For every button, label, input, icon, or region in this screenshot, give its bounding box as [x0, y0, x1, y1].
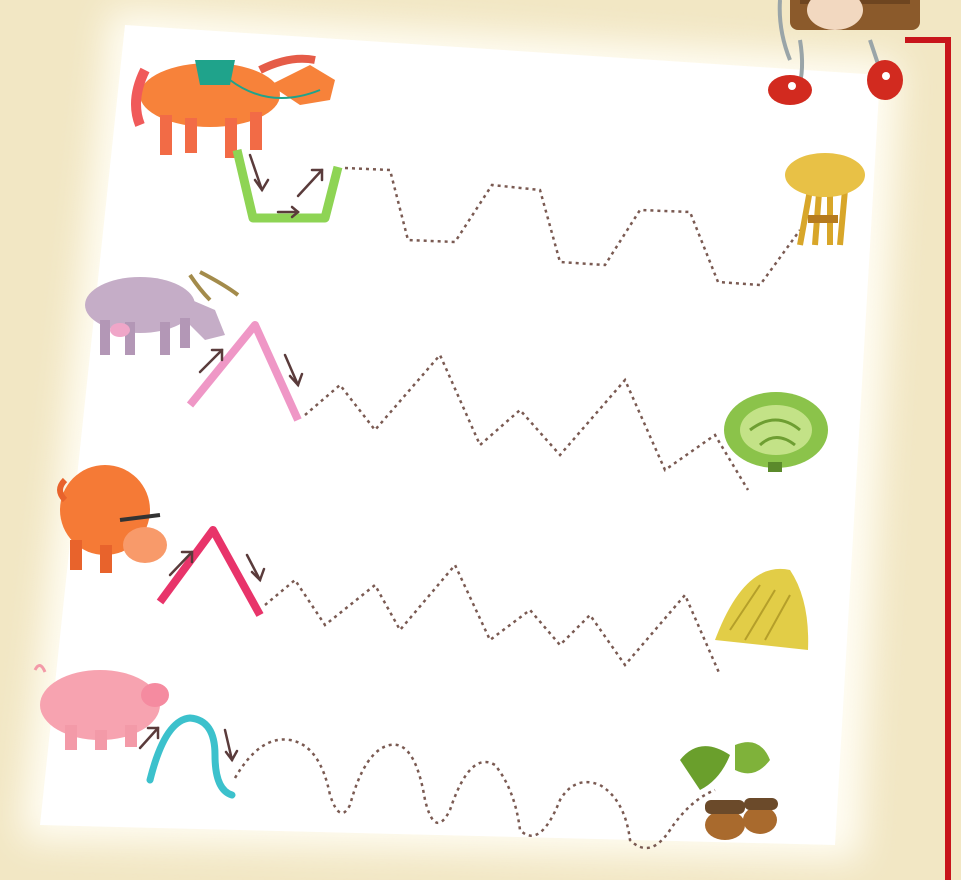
worksheet-canvas — [0, 0, 961, 880]
